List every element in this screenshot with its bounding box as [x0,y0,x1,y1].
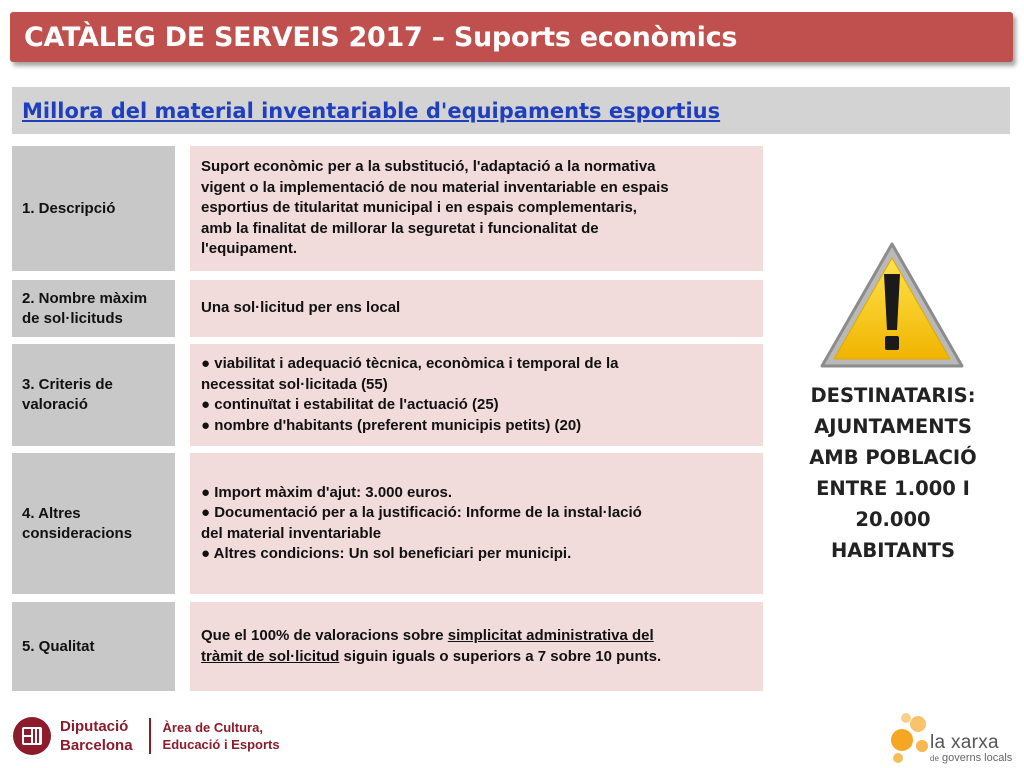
destinataris-line: HABITANTS [830,539,956,562]
label-line: valoració [22,396,88,413]
row-content-nombre [190,280,763,337]
title-banner [10,12,1013,62]
content-line: del material inventariable [201,524,382,542]
xarxa-logo [888,710,1018,766]
text-fragment: Que el 100% de valoracions sobre [201,627,448,644]
content-line: necessitat sol·licitada (55) [201,375,388,393]
area-line: Àrea de Cultura, [162,720,263,735]
text-fragment: siguin iguals o superiors a 7 sobre 10 punts. [339,647,662,665]
content-line: ● nombre d'habitants (preferent municipis petits) (20) [201,416,582,434]
diputacio-logo [12,712,280,760]
row-content-criteris [190,344,763,446]
destinataris-line: AMB POBLACIÓ [809,446,977,469]
subtitle-banner [12,87,1010,134]
content-line: amb la finalitat de millorar la seguretat i funcionalitat de [201,219,599,237]
underlined-text: tràmit de sol·licitud [201,647,340,665]
xarxa-sub-de: de [930,754,939,763]
content-line: l'equipament. [201,240,298,258]
subtitle-link[interactable]: Millora del material inventariable d'equipaments esportius [22,98,721,123]
row-content-altres [190,453,763,594]
row-label-nombre [12,280,175,337]
dipu-name-line: Diputació [60,718,129,735]
content-line: vigent o la implementació de nou material inventariable en espais [201,178,669,196]
content-line [201,647,752,668]
xarxa-dots-icon [888,710,936,766]
content-line [201,626,752,647]
xarxa-subtitle [930,752,1012,764]
row-content-descripcio [190,146,763,271]
warning-triangle-icon [818,240,966,372]
xarxa-sub-text: governs locals [941,752,1013,764]
destinataris-line: AJUNTAMENTS [814,415,972,438]
content-line: esportius de titularitat municipal i en espais complementaris, [201,199,637,217]
row-label-qualitat [12,602,175,691]
label-line: 1. Descripció [22,199,116,217]
content-line: Suport econòmic per a la substitució, l'adaptació a la normativa [201,158,656,176]
label-line: 5. Qualitat [22,637,95,655]
content-line: ● Altres condicions: Un sol beneficiari per municipi. [201,545,572,562]
destinataris-line: 20.000 [855,508,931,531]
diputacio-emblem-icon [12,716,52,756]
destinataris-text [790,380,996,566]
destinataris-line: ENTRE 1.000 I [816,477,970,500]
row-label-criteris [12,344,175,446]
row-label-altres [12,453,175,594]
xarxa-name: la xarxa [930,732,999,753]
page-title: CATÀLEG DE SERVEIS 2017 – Suports econòmics [24,21,738,53]
content-line: Una sol·licitud per ens local [201,299,401,317]
label-line: de sol·licituds [22,309,123,327]
dipu-name-line: Barcelona [60,737,133,754]
content-line: ● viabilitat i adequació tècnica, econòmica i temporal de la [201,355,619,372]
content-line: ● Import màxim d'ajut: 3.000 euros. [201,483,453,501]
content-line: ● Documentació per a la justificació: Informe de la instal·lació [201,504,642,521]
row-content-qualitat [190,602,763,691]
content-line: ● continuïtat i estabilitat de l'actuació (25) [201,396,499,413]
underlined-text: simplicitat administrativa del [447,627,654,644]
label-line: 2. Nombre màxim [22,289,148,307]
label-line: 3. Criteris de [22,376,113,393]
label-line: 4. Altres [22,504,81,522]
row-label-descripcio [12,146,175,271]
label-line: consideracions [22,524,133,542]
area-line: Educació i Esports [162,737,280,752]
logo-divider [149,718,151,754]
destinataris-line: DESTINATARIS: [810,384,976,407]
